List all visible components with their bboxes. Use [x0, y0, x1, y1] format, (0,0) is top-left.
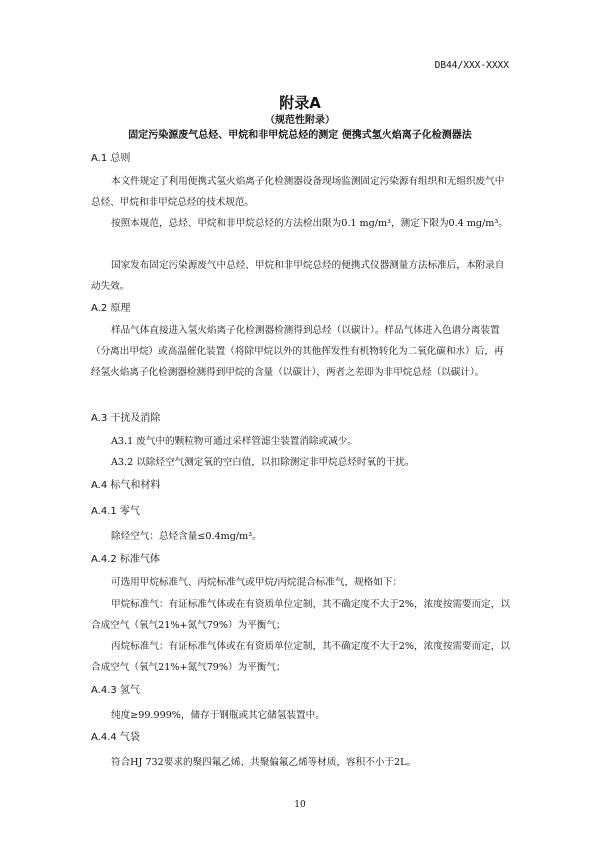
- section-heading-a41: A.4.1 零气: [91, 506, 140, 517]
- section-heading-a44: A.4.4 气袋: [91, 732, 140, 743]
- paragraph-text: 本文件规定了利用便携式氢火焰离子化检测器设备现场监测固定污染源有组织和无组织废气中总烃、甲烷和非甲烷总烃的技术规范。: [91, 176, 505, 208]
- paragraph-text: 符合HJ 732要求的聚四氟乙烯、共聚偏氟乙烯等材质，容积不小于2L。: [111, 757, 417, 768]
- paragraph-text: A3.2 以除烃空气测定氧的空白值，以扣除测定非甲烷总烃时氧的干扰。: [111, 457, 415, 468]
- paragraph-text: A3.1 废气中的颗粒物可通过采样管滤尘装置消除或减少。: [111, 436, 357, 447]
- appendix-subtitle: （规范性附录）: [265, 115, 335, 126]
- paragraph: [91, 452, 511, 473]
- paragraph: [91, 705, 511, 726]
- paragraph-text: 国家发布固定污染源废气中总烃、甲烷和非甲烷总烃的便携式仪器测量方法标准后，本附录自动失效。: [91, 260, 505, 292]
- document-code: DB44/XXX-XXXX: [434, 60, 509, 71]
- paragraph-text: 按照本规范，总烃、甲烷和非甲烷总烃的方法检出限为0.1 mg/m³，测定下限为0.4 mg/m³。: [111, 218, 508, 229]
- section-heading-a1: A.1 总则: [91, 153, 131, 164]
- paragraph: [91, 594, 511, 636]
- paragraph: [91, 752, 511, 773]
- appendix-heading: 固定污染源废气总烃、甲烷和非甲烷总烃的测定 便携式氢火焰离子化检测器法: [128, 130, 472, 141]
- paragraph-text: 除烃空气：总烃含量≤0.4mg/m³。: [111, 531, 262, 542]
- section-heading-a43: A.4.3 氢气: [91, 685, 140, 696]
- page-number: 10: [294, 800, 306, 810]
- paragraph-text: 样品气体直接进入氢火焰离子化检测器检测得到总烃（以碳计）。样品气体进入色谱分离装置（分离出甲烷）或高温催化装置（将除甲烷以外的其他挥发性有机物转化为二氧化碳和水）后，再经氢火焰离子化检测器检测得到甲烷的含量（以碳计），两者之差即为非甲烷总烃（以碳计）。: [91, 325, 504, 378]
- section-heading-a2: A.2 原理: [91, 303, 131, 314]
- paragraph: [91, 255, 511, 297]
- appendix-title: 附录A: [279, 94, 321, 112]
- paragraph: [91, 213, 511, 234]
- paragraph: [91, 431, 511, 452]
- paragraph-text: 纯度≥99.999%，储存于钢瓶或其它储氢装置中。: [111, 710, 325, 721]
- paragraph-text: 甲烷标准气：有证标准气体或在有资质单位定制，其不确定度不大于2%，浓度按需要而定，以合成空气（氧气21%+氮气79%）为平衡气；: [91, 599, 510, 631]
- section-heading-a42: A.4.2 标准气体: [91, 554, 160, 565]
- paragraph-text: 可选用甲烷标准气、丙烷标准气或甲烷/丙烷混合标准气，规格如下：: [111, 577, 403, 588]
- section-heading-a3: A.3 干扰及消除: [91, 413, 161, 424]
- paragraph: [91, 526, 511, 547]
- paragraph: [91, 171, 511, 213]
- paragraph-text: 丙烷标准气：有证标准气体或在有资质单位定制，其不确定度不大于2%，浓度按需要而定，以合成空气（氧气21%+氮气79%）为平衡气；: [91, 641, 510, 673]
- section-heading-a4: A.4 标气和材料: [91, 480, 161, 491]
- paragraph: [91, 636, 511, 678]
- paragraph: [91, 320, 511, 383]
- paragraph: [91, 572, 511, 593]
